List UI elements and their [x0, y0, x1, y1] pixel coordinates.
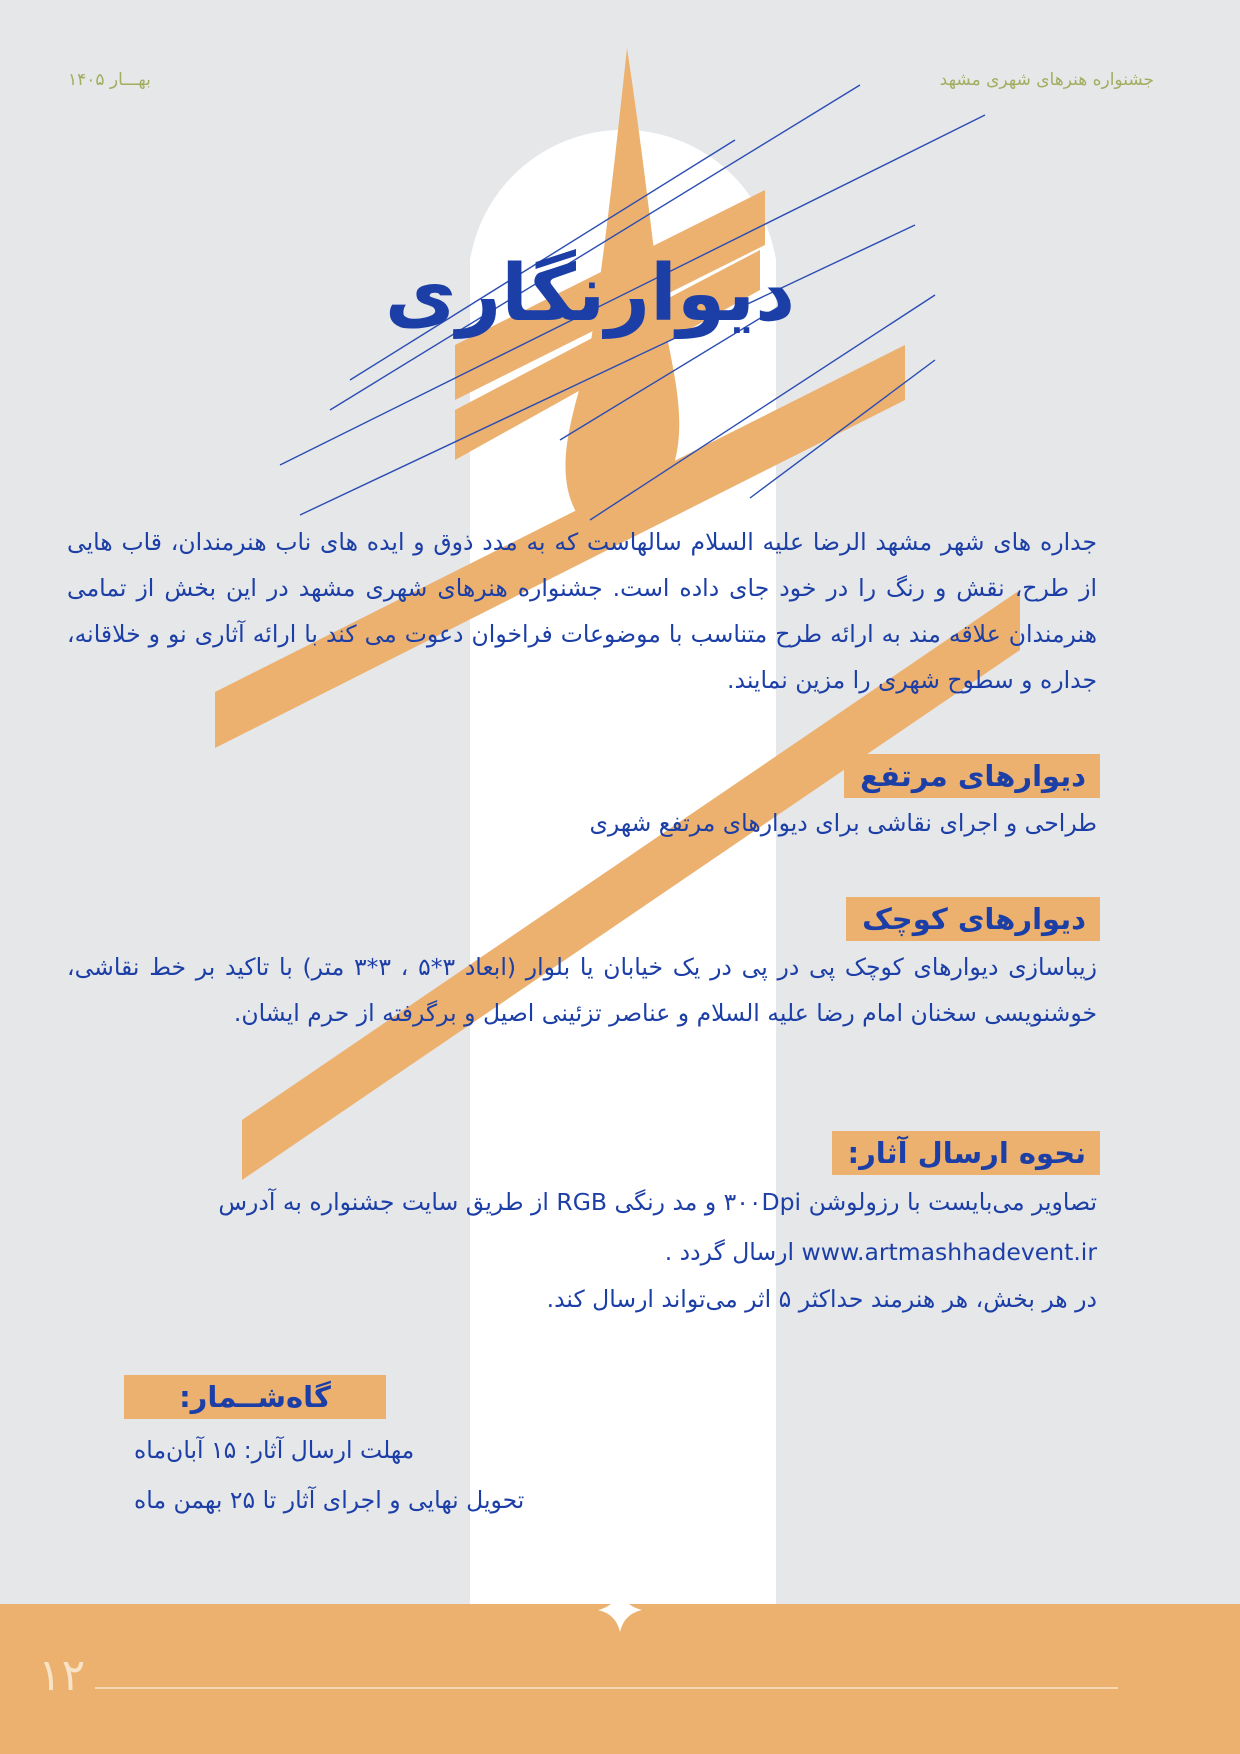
festival-name-header: جشنواره هنرهای شهری مشهد [939, 70, 1154, 90]
submission-line-1: تصاویر می‌بایست با رزولوشن ۳۰۰Dpi و مد رنگی RGB از طریق سایت جشنواره به آدرس [218, 1188, 1097, 1216]
intro-paragraph: جداره های شهر مشهد الرضا علیه السلام سالهاست که به مدد ذوق و ایده های ناب هنرمندان، قاب هایی از طرح، نقش و رنگ را در خود جای داده است. جشنواره هنرهای شهری مشهد در این بخش از تمامی هنرمندان علاقه مند به ارائه طرح متناسب با موضوعات فراخوان دعوت می کند با ارائه آثاری نو و خلاقانه، جداره و سطوح شهری را مزین نمایند. [67, 528, 1097, 694]
section-heading-small-walls: دیوارهای کوچک [846, 897, 1100, 941]
section-heading-high-walls: دیوارهای مرتفع [844, 754, 1100, 798]
timeline-deadline: مهلت ارسال آثار: ۱۵ آبان‌ماه [134, 1436, 415, 1464]
section-text-small-walls: زیباسازی دیوارهای کوچک پی در پی در یک خیابان یا بلوار (ابعاد ۳*۵ ، ۳*۳ متر) با تاکید بر خط نقاشی، خوشنویسی سخنان امام رضا علیه السلام و عناصر تزئینی اصیل و برگرفته از حرم ایشان. [67, 953, 1097, 1027]
section-heading-submission: نحوه ارسال آثار: [832, 1131, 1101, 1175]
page-number: ۱۲ [38, 1650, 86, 1701]
season-header: بهـــار ۱۴۰۵ [68, 70, 151, 90]
section-text-high-walls: طراحی و اجرای نقاشی برای دیوارهای مرتفع شهری [589, 809, 1097, 837]
submission-line-2: www.artmashhadevent.ir ارسال گردد . [664, 1238, 1097, 1266]
submission-line-3: در هر بخش، هر هنرمند حداکثر ۵ اثر می‌تواند ارسال کند. [546, 1285, 1097, 1313]
page-title: دیوارنگاری [384, 249, 796, 339]
section-heading-timeline: گاه‌شــمار: [124, 1375, 386, 1419]
timeline-delivery: تحویل نهایی و اجرای آثار تا ۲۵ بهمن ماه [134, 1486, 525, 1514]
